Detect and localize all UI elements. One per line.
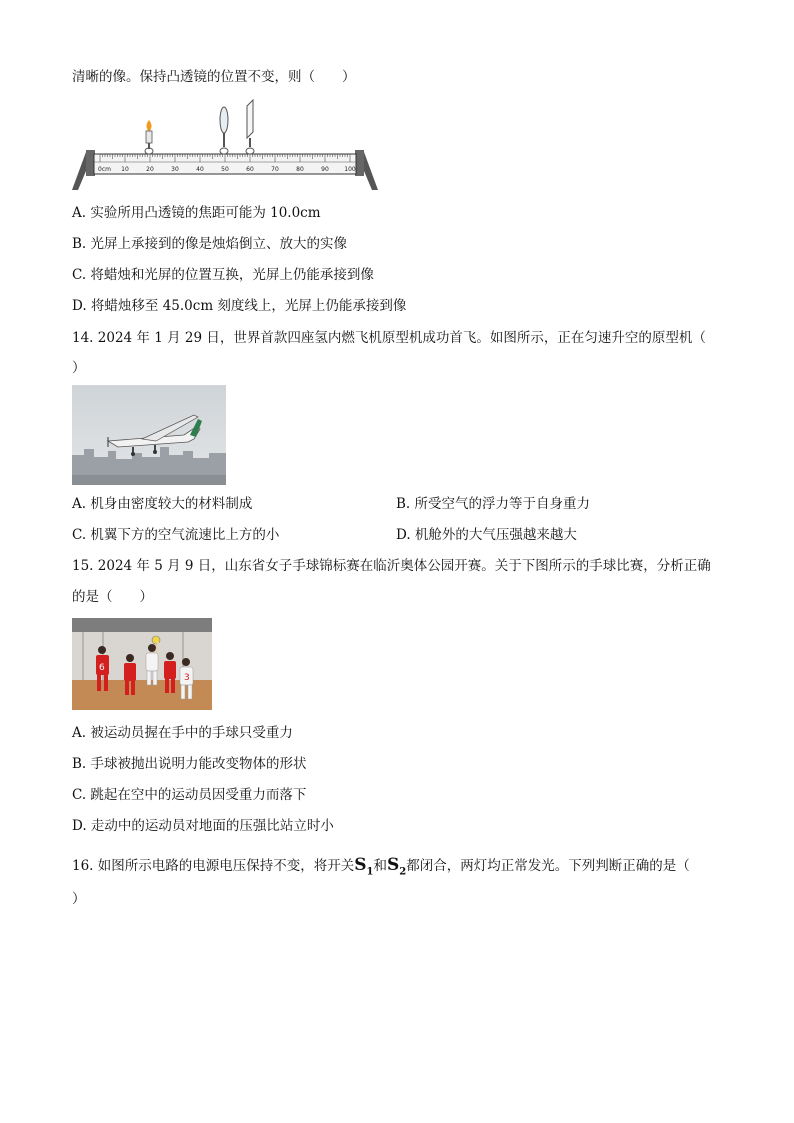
q16-stem-line1: 16. 如图所示电路的电源电压保持不变，将开关$S_1$和$S_2$都闭合，两灯均正常发光。下列判断正确的是（ [72, 855, 690, 878]
ruler-tick-label: 70 [271, 166, 279, 173]
hydrogen-plane-photo [72, 385, 226, 485]
q15-option-b: B. 手球被抛出说明力能改变物体的形状 [72, 756, 307, 772]
q16-stem-line2: ） [72, 891, 86, 907]
optical-bench-figure [72, 96, 378, 192]
q15-option-a: A. 被运动员握在手中的手球只受重力 [72, 725, 293, 741]
ruler-tick-label: 60 [246, 166, 254, 173]
ruler-tick-label: 20 [146, 166, 154, 173]
ruler-tick-label: 40 [196, 166, 204, 173]
ruler-tick-label: 10 [121, 166, 129, 173]
ruler-tick-label: 80 [296, 166, 304, 173]
q14-option-c: C. 机翼下方的空气流速比上方的小 [72, 527, 280, 543]
candle-icon [145, 120, 153, 154]
q14-option-d: D. 机舱外的大气压强越来越大 [396, 527, 577, 543]
q13-option-c: C. 将蜡烛和光屏的位置互换，光屏上仍能承接到像 [72, 267, 374, 283]
q15-stem-line2: 的是（ ） [72, 589, 153, 605]
q14-stem-line2: ） [72, 360, 86, 376]
ruler-tick-label: 50 [221, 166, 229, 173]
light-screen-icon [246, 100, 254, 154]
jersey-number: 3 [184, 673, 190, 683]
q14-option-a: A. 机身由密度较大的材料制成 [72, 496, 253, 512]
q14-stem-line1: 14. 2024 年 1 月 29 日，世界首款四座氢内燃飞机原型机成功首飞。如图所示，正在匀速升空的原型机（ [72, 330, 706, 346]
ruler-tick-label: 100 [344, 166, 356, 173]
ruler-tick-label: 0cm [98, 166, 111, 173]
q15-stem-line1: 15. 2024 年 5 月 9 日，山东省女子手球锦标赛在临沂奥体公园开赛。关于下图所示的手球比赛，分析正确 [72, 558, 711, 574]
q15-option-d: D. 走动中的运动员对地面的压强比站立时小 [72, 818, 334, 834]
q13-option-a: A. 实验所用凸透镜的焦距可能为 10.0cm [72, 205, 321, 221]
jersey-number: 6 [99, 663, 105, 673]
ruler-tick-label: 30 [171, 166, 179, 173]
q13-option-d: D. 将蜡烛移至 45.0cm 刻度线上，光屏上仍能承接到像 [72, 298, 407, 314]
q15-option-c: C. 跳起在空中的运动员因受重力而落下 [72, 787, 307, 803]
convex-lens-icon [220, 107, 228, 154]
q14-option-b: B. 所受空气的浮力等于自身重力 [396, 496, 591, 512]
q13-stem: 清晰的像。保持凸透镜的位置不变，则（ ） [72, 69, 356, 85]
ruler-tick-label: 90 [321, 166, 329, 173]
handball-match-photo [72, 618, 212, 710]
q13-option-b: B. 光屏上承接到的像是烛焰倒立、放大的实像 [72, 236, 348, 252]
switch-s1-symbol: $S_1$ [354, 855, 374, 878]
switch-s2-symbol: $S_2$ [387, 855, 407, 878]
